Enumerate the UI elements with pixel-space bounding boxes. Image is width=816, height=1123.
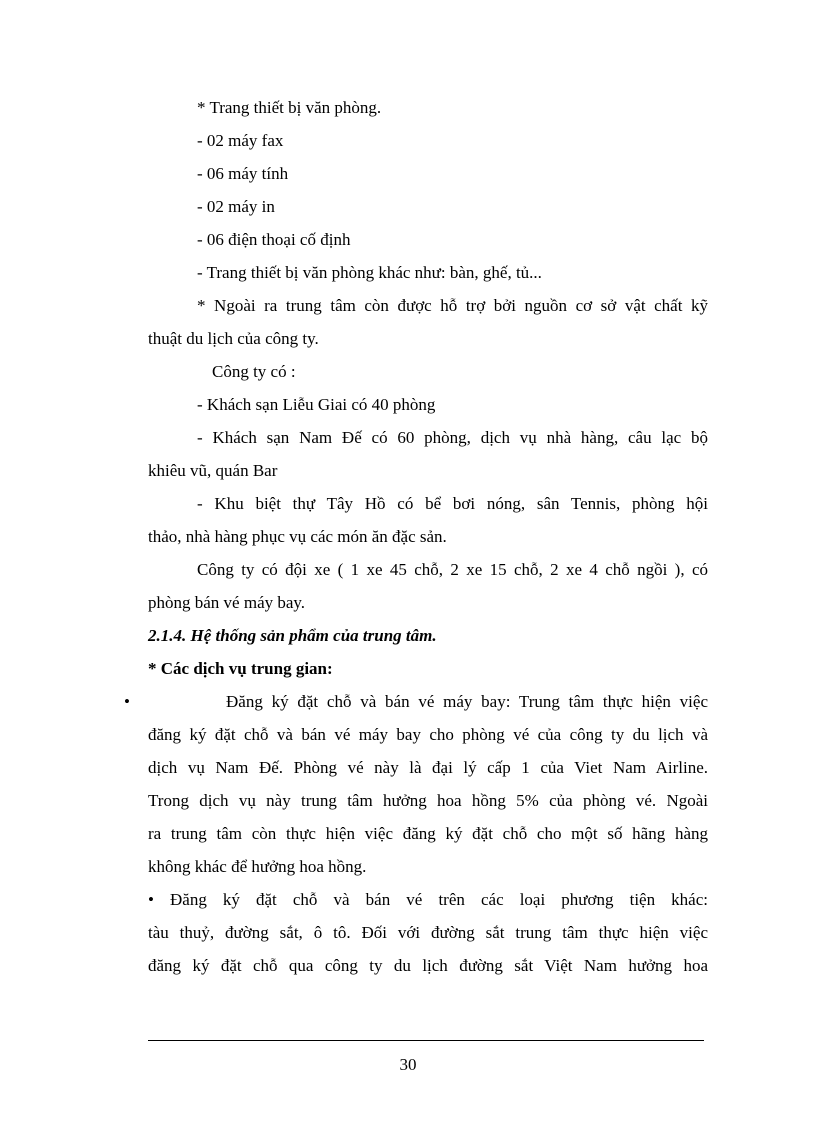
paragraph-vehicles-line2: phòng bán vé máy bay.	[148, 593, 306, 612]
list-item-villa-line1: - Khu biệt thự Tây Hồ có bể bơi nóng, sân Tennis, phòng hội	[197, 494, 708, 513]
bullet-icon: •	[124, 692, 130, 711]
list-item-hotel-lieu-giai: - Khách sạn Liễu Giai có 40 phòng	[197, 395, 436, 414]
list-item-hotel-nam-de-line2: khiêu vũ, quán Bar	[148, 461, 278, 480]
paragraph-support-line2: thuật du lịch của công ty.	[148, 329, 319, 348]
list-item-hotel-nam-de-line1: - Khách sạn Nam Đế có 60 phòng, dịch vụ nhà hàng, câu lạc bộ	[197, 428, 708, 447]
footer-divider	[148, 1040, 704, 1041]
bullet2-line1: Đăng ký đặt chỗ và bán vé trên các loại phương tiện khác:	[170, 890, 708, 909]
list-item-computers: - 06 máy tính	[197, 164, 289, 183]
bullet1-line3: dịch vụ Nam Đế. Phòng vé này là đại lý cấp 1 của Viet Nam Airline.	[148, 758, 708, 777]
bullet1-line4: Trong dịch vụ này trung tâm hưởng hoa hồng 5% của phòng vé. Ngoài	[148, 791, 708, 810]
bullet1-line5: ra trung tâm còn thực hiện việc đăng ký đặt chỗ cho một số hãng hàng	[148, 824, 708, 843]
bullet1-line6: không khác để hưởng hoa hồng.	[148, 857, 367, 876]
paragraph-office-equipment-heading: * Trang thiết bị văn phòng.	[197, 98, 382, 117]
section-heading: 2.1.4. Hệ thống sản phẩm của trung tâm.	[148, 626, 437, 645]
list-item-villa-line2: thảo, nhà hàng phục vụ các món ăn đặc sản.	[148, 527, 447, 546]
paragraph-company-has: Công ty có :	[212, 362, 296, 381]
list-item-printers: - 02 máy in	[197, 197, 275, 216]
bullet1-line1: Đăng ký đặt chỗ và bán vé máy bay: Trung tâm thực hiện việc	[226, 692, 708, 711]
list-item-fax: - 02 máy fax	[197, 131, 284, 150]
paragraph-support-line1: * Ngoài ra trung tâm còn được hỗ trợ bởi nguồn cơ sở vật chất kỹ	[197, 296, 708, 315]
subheading-intermediary-services: * Các dịch vụ trung gian:	[148, 659, 333, 678]
bullet-icon: •	[148, 890, 154, 909]
paragraph-vehicles-line1: Công ty có đội xe ( 1 xe 45 chỗ, 2 xe 15 chỗ, 2 xe 4 chỗ ngồi ), có	[197, 560, 708, 579]
bullet1-line2: đăng ký đặt chỗ và bán vé máy bay cho phòng vé của công ty du lịch và	[148, 725, 708, 744]
bullet2-line2: tàu thuỷ, đường sắt, ô tô. Đối với đường sắt trung tâm thực hiện việc	[148, 923, 708, 942]
bullet2-line3: đăng ký đặt chỗ qua công ty du lịch đường sắt Việt Nam hưởng hoa	[148, 956, 708, 975]
list-item-phones: - 06 điện thoại cố định	[197, 230, 351, 249]
page-number: 30	[399, 1055, 417, 1074]
list-item-other-equipment: - Trang thiết bị văn phòng khác như: bàn, ghế, tủ...	[197, 263, 542, 282]
